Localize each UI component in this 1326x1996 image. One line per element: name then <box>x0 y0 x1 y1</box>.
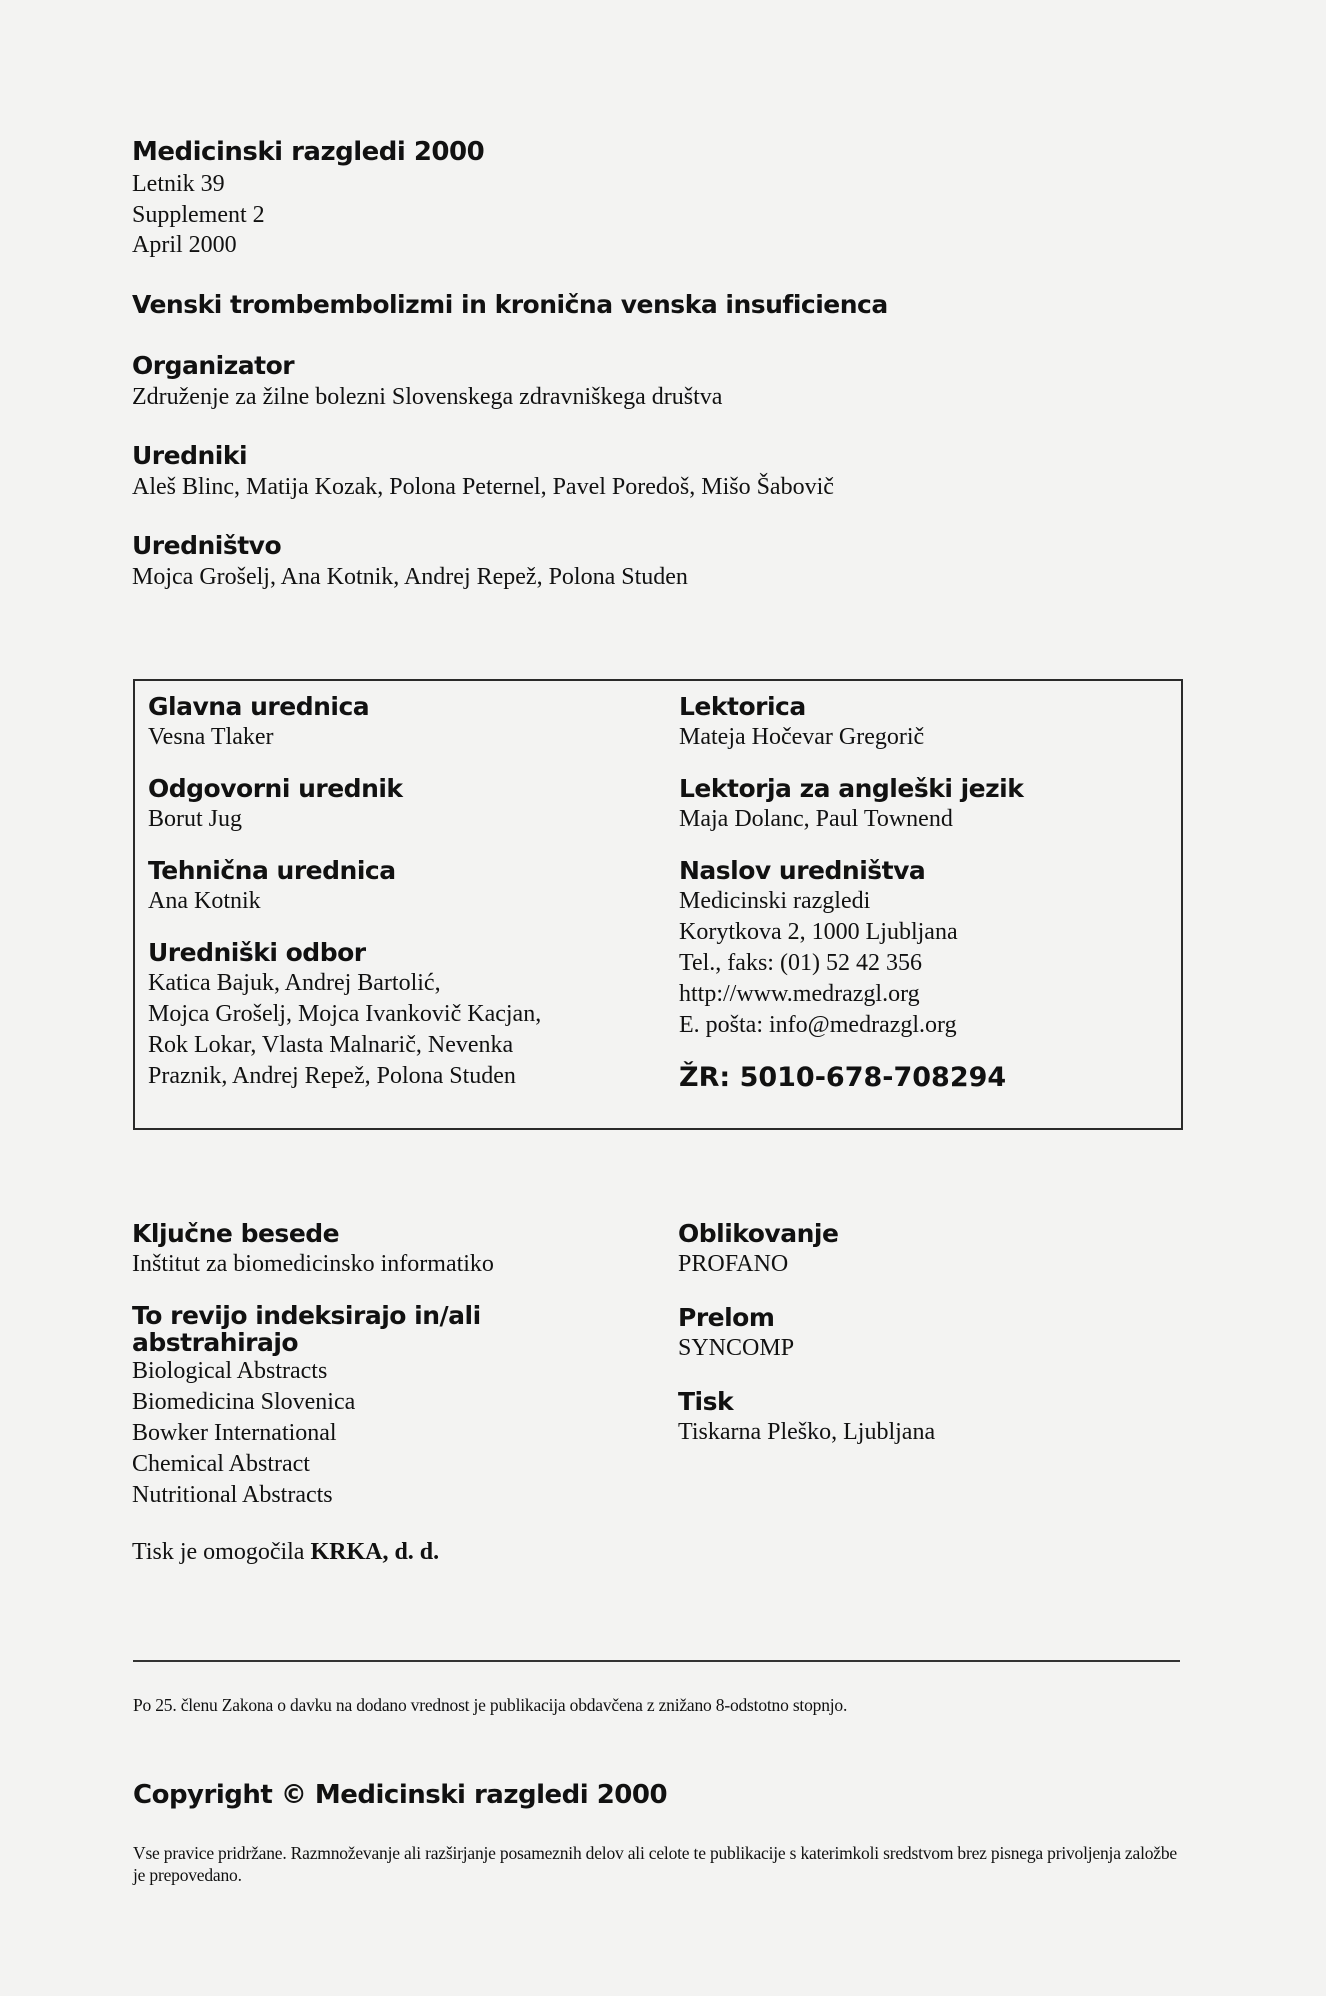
technical-editor <box>148 855 648 917</box>
address-line: Korytkova 2, 1000 Ljubljana <box>679 919 958 945</box>
lower-right-column <box>678 1218 1178 1470</box>
design-value: PROFANO <box>678 1251 789 1277</box>
layout-value: SYNCOMP <box>678 1335 795 1361</box>
journal-title: Medicinski razgledi 2000 <box>132 137 485 167</box>
index-item: Nutritional Abstracts <box>132 1482 333 1508</box>
editorial-box <box>133 679 1183 1130</box>
index-item: Biomedicina Slovenica <box>132 1389 356 1415</box>
index-item: Chemical Abstract <box>132 1451 310 1477</box>
address-line: Medicinski razgledi <box>679 888 871 914</box>
print-value: Tiskarna Pleško, Ljubljana <box>678 1419 936 1445</box>
design-heading: Oblikovanje <box>678 1219 839 1248</box>
keywords-heading: Ključne besede <box>132 1219 340 1248</box>
masthead <box>132 135 484 261</box>
editorial-board-heading: Uredniški odbor <box>148 938 366 967</box>
editorial-office-section <box>132 530 688 592</box>
indexing-section <box>132 1302 652 1511</box>
technical-editor-name: Ana Kotnik <box>148 888 261 914</box>
editor-in-chief-heading: Glavna urednica <box>148 692 370 721</box>
editors-section <box>132 440 834 502</box>
indexing-heading-line1: To revijo indeksirajo in/ali <box>132 1301 481 1330</box>
lower-left-column <box>132 1218 652 1568</box>
layout-section <box>678 1302 1178 1364</box>
index-item: Biological Abstracts <box>132 1358 328 1384</box>
box-left-column <box>148 691 648 1118</box>
editor-in-chief-name: Vesna Tlaker <box>148 724 274 750</box>
design-section <box>678 1218 1178 1280</box>
layout-heading: Prelom <box>678 1303 775 1332</box>
index-item: Bowker International <box>132 1420 337 1446</box>
editorial-board-line: Praznik, Andrej Repež, Polona Studen <box>148 1063 516 1089</box>
vat-note: Po 25. členu Zakona o davku na dodano vrednost je publikacija obdavčena z znižano 8-odstotno stopnjo. <box>133 1695 848 1715</box>
english-proofreaders <box>679 773 1169 835</box>
editorial-office-value: Mojca Grošelj, Ana Kotnik, Andrej Repež, Polona Studen <box>132 564 688 590</box>
sponsor-line <box>132 1537 652 1568</box>
proofreader-name: Mateja Hočevar Gregorič <box>679 724 925 750</box>
copyright-title: Copyright © Medicinski razgledi 2000 <box>133 1780 668 1810</box>
responsible-editor-heading: Odgovorni urednik <box>148 774 403 803</box>
editorial-board <box>148 937 648 1092</box>
volume: Letnik 39 <box>132 171 225 197</box>
responsible-editor-name: Borut Jug <box>148 806 243 832</box>
editorial-address <box>679 855 1169 1041</box>
english-proofreaders-names: Maja Dolanc, Paul Townend <box>679 806 953 832</box>
responsible-editor <box>148 773 648 835</box>
issue-title: Venski trombembolizmi in kronična venska insuficienca <box>132 290 888 319</box>
keywords-section <box>132 1218 652 1280</box>
email-link[interactable]: E. pošta: info@medrazgl.org <box>679 1012 957 1038</box>
proofreader <box>679 691 1169 753</box>
editorial-board-line: Mojca Grošelj, Mojca Ivankovič Kacjan, <box>148 1001 542 1027</box>
horizontal-rule <box>133 1660 1180 1662</box>
editors-value: Aleš Blinc, Matija Kozak, Polona Peternel, Pavel Poredoš, Mišo Šabovič <box>132 474 834 500</box>
english-proofreaders-heading: Lektorja za angleški jezik <box>679 774 1024 803</box>
organizer-heading: Organizator <box>132 351 295 380</box>
supplement: Supplement 2 <box>132 201 265 228</box>
proofreader-heading: Lektorica <box>679 692 806 721</box>
editorial-board-line: Katica Bajuk, Andrej Bartolić, <box>148 970 441 996</box>
issue-date: April 2000 <box>132 232 237 258</box>
rights-note: Vse pravice pridržane. Razmnoževanje ali razširjanje posameznih delov ali celote te publikacije s katerimkoli sredstvom brez pisnega privoljenja založbe je prepovedano. <box>133 1843 1177 1885</box>
sponsor-name: KRKA, d. d. <box>310 1539 440 1565</box>
phone-fax: Tel., faks: (01) 52 42 356 <box>679 950 922 976</box>
editor-in-chief <box>148 691 648 753</box>
organizer-value: Združenje za žilne bolezni Slovenskega zdravniškega društva <box>132 384 723 410</box>
website-link[interactable]: http://www.medrazgl.org <box>679 981 920 1007</box>
editors-heading: Uredniki <box>132 441 248 470</box>
organizer-section <box>132 350 722 412</box>
editorial-office-heading: Uredništvo <box>132 531 282 560</box>
technical-editor-heading: Tehnična urednica <box>148 856 396 885</box>
editorial-address-heading: Naslov uredništva <box>679 856 926 885</box>
keywords-value: Inštitut za biomedicinsko informatiko <box>132 1251 494 1277</box>
print-section <box>678 1386 1178 1448</box>
editorial-board-line: Rok Lokar, Vlasta Malnarič, Nevenka <box>148 1032 514 1058</box>
sponsor-prefix: Tisk je omogočila <box>132 1539 311 1565</box>
print-heading: Tisk <box>678 1387 734 1416</box>
box-right-column <box>679 691 1169 1095</box>
indexing-heading-line2: abstrahirajo <box>132 1328 299 1357</box>
bank-account: ŽR: 5010-678-708294 <box>679 1062 1007 1093</box>
